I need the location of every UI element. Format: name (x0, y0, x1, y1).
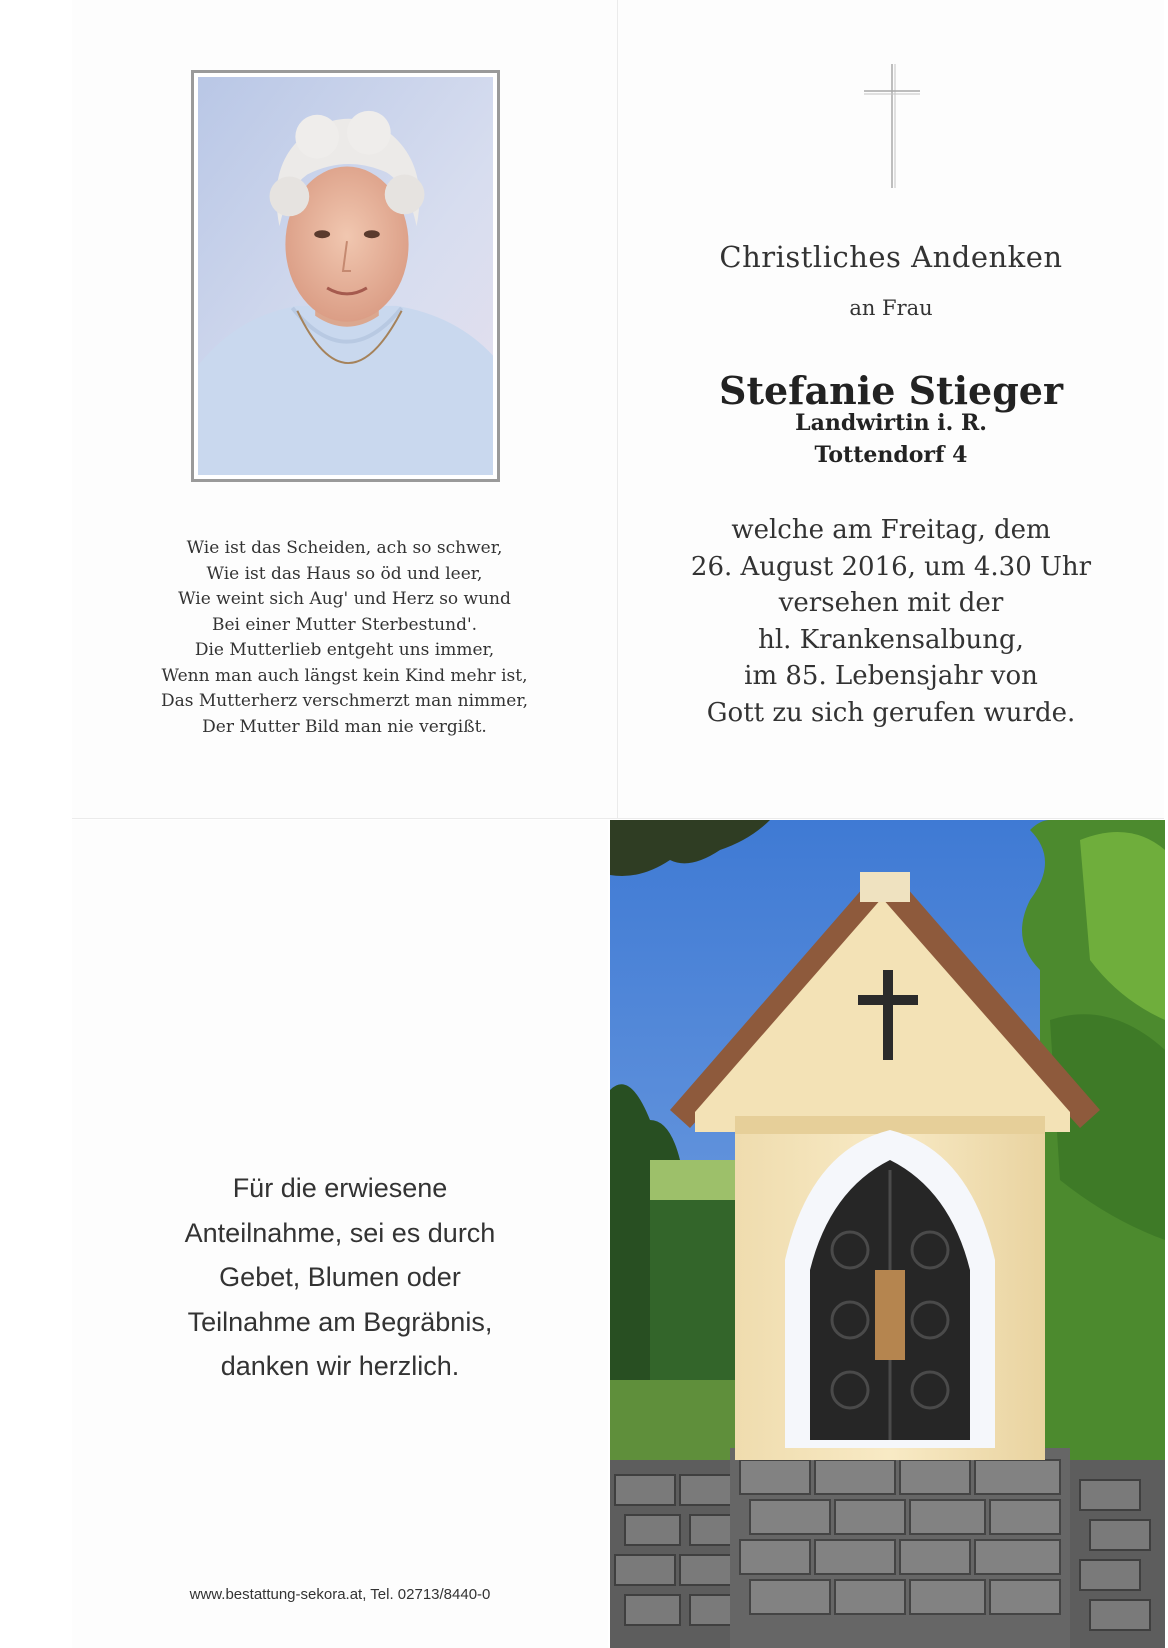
deceased-address: Tottendorf 4 (814, 442, 968, 468)
poem-line: Wie ist das Scheiden, ach so schwer, (186, 538, 503, 558)
deceased-occupation: Landwirtin i. R. (795, 410, 987, 436)
portrait-photo (198, 77, 493, 475)
card-panel-memorial (618, 0, 1164, 819)
portrait-frame (191, 70, 500, 482)
details-line: 26. August 2016, um 4.30 Uhr (690, 551, 1092, 582)
poem-line: Wie weint sich Aug' und Herz so wund (178, 589, 511, 609)
chapel-photo (610, 820, 1165, 1648)
thanks-line: Für die erwiesene (232, 1173, 448, 1203)
details-line: im 85. Lebensjahr von (744, 661, 1038, 691)
salutation: an Frau (849, 296, 933, 320)
poem-line: Die Mutterlieb entgeht uns immer, (194, 640, 495, 660)
thanks-message (72, 1166, 608, 1389)
cross-icon (862, 62, 922, 190)
deceased-name: Stefanie Stieger (719, 368, 1063, 413)
poem-line: Bei einer Mutter Sterbestund'. (211, 614, 478, 635)
poem-line: Wenn man auch längst kein Kind mehr ist, (161, 665, 528, 686)
poem-line: Das Mutterherz verschmerzt man nimmer, (160, 691, 529, 711)
details-line: versehen mit der (778, 588, 1004, 618)
funeral-home-contact: www.bestattung-sekora.at, Tel. 02713/8440-0 (189, 1586, 491, 1603)
thanks-line: Gebet, Blumen oder (219, 1262, 461, 1292)
card-panel-portrait (72, 0, 618, 819)
poem-line: Wie ist das Haus so öd und leer, (206, 563, 483, 584)
death-details (618, 512, 1164, 731)
details-line: welche am Freitag, dem (731, 515, 1051, 545)
card-panel-chapel (610, 820, 1165, 1648)
memorial-title: Christliches Andenken (719, 240, 1063, 274)
thanks-line: Anteilnahme, sei es durch (184, 1217, 496, 1248)
details-line: hl. Krankensalbung, (758, 624, 1024, 655)
poem (72, 536, 617, 740)
thanks-line: Teilnahme am Begräbnis, (187, 1306, 493, 1337)
card-panel-thanks (72, 820, 608, 1648)
poem-line: Der Mutter Bild man nie vergißt. (202, 716, 487, 737)
details-line: Gott zu sich gerufen wurde. (706, 697, 1076, 728)
thanks-line: danken wir herzlich. (220, 1351, 460, 1381)
